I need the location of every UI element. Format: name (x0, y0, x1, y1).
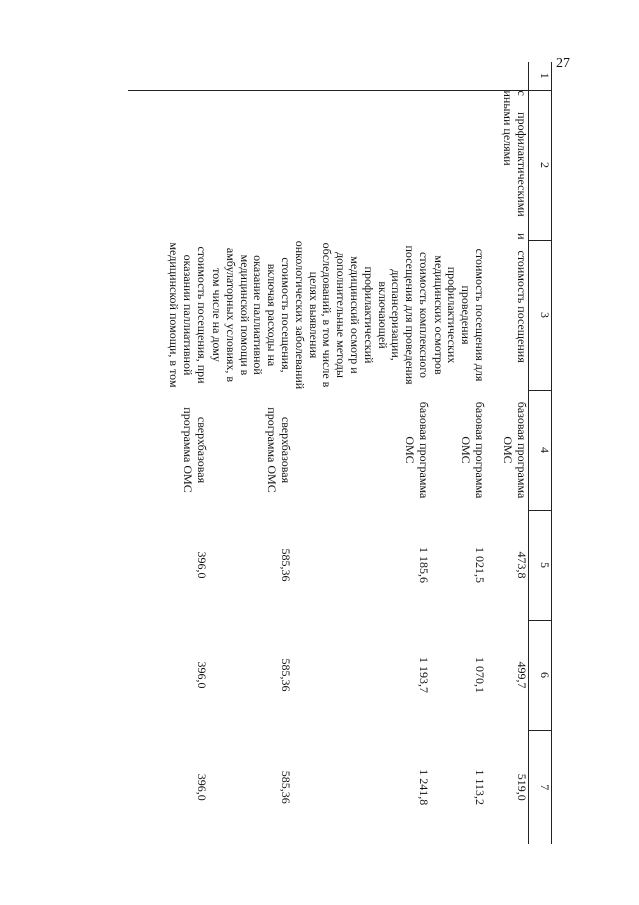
row-value-col7: 1 241,8 (417, 769, 431, 806)
row-program: базовая программа ОМС (403, 401, 431, 499)
header-col-7: 7 (529, 730, 552, 844)
row-value-col7: 396,0 (195, 773, 210, 801)
section-label: с профилактическими и иными целями (501, 90, 529, 240)
row-value-col6: 1 070,1 (473, 657, 487, 693)
row-value-col5: 585,36 (279, 548, 294, 582)
row-value-col7: 1 113,2 (473, 769, 487, 806)
row-program: базовая программа ОМС (501, 401, 529, 499)
header-col-2: 2 (529, 90, 552, 240)
header-col-3: 3 (529, 240, 552, 390)
header-col-6: 6 (529, 620, 552, 730)
row-value-col5: 396,0 (195, 551, 210, 579)
page-number: 27 (556, 56, 570, 71)
cell-col-1 (128, 62, 528, 90)
section-label-cell (128, 90, 528, 240)
row-program: сверхбазовая программа ОМС (181, 407, 210, 493)
rotated-table-container (92, 62, 552, 862)
row-description: стоимость посещения (515, 250, 529, 363)
cost-table (128, 62, 552, 844)
row-program: базовая программа ОМС (459, 401, 487, 499)
header-col-4: 4 (529, 390, 552, 510)
header-row (529, 62, 552, 844)
row-value-col6: 585,36 (279, 658, 294, 692)
row-value-col7: 585,36 (279, 770, 294, 804)
header-col-1: 1 (529, 62, 552, 90)
row-value-col5: 473,8 (515, 551, 529, 579)
row-value-col6: 499,7 (515, 661, 529, 689)
table-row (486, 62, 529, 844)
row-program: сверхбазовая программа ОМС (265, 407, 294, 493)
row-description: стоимость комплексного посещения для проведения диспансеризации, включающей профилактический медицинский осмотр и дополнительные методы обследований, в том числе в целях выявления онкологических заболеваний (292, 240, 431, 390)
row-value-col6: 396,0 (195, 661, 210, 689)
row-value-col7: 519,0 (515, 773, 529, 801)
row-value-col5: 1 185,6 (417, 547, 431, 583)
row-description: стоимость посещения для проведения профилактических медицинских осмотров (431, 248, 487, 382)
row-description: стоимость посещения, при оказании паллиативной медицинской помощи, в том (167, 242, 210, 388)
row-value-col6: 1 193,7 (417, 657, 431, 693)
row-description: стоимость посещения, включая расходы на оказание паллиативной медицинской помощи в амбулаторных условиях, в том числе на дому (210, 247, 294, 383)
header-col-5: 5 (529, 510, 552, 620)
row-value-col5: 1 021,5 (473, 547, 487, 583)
